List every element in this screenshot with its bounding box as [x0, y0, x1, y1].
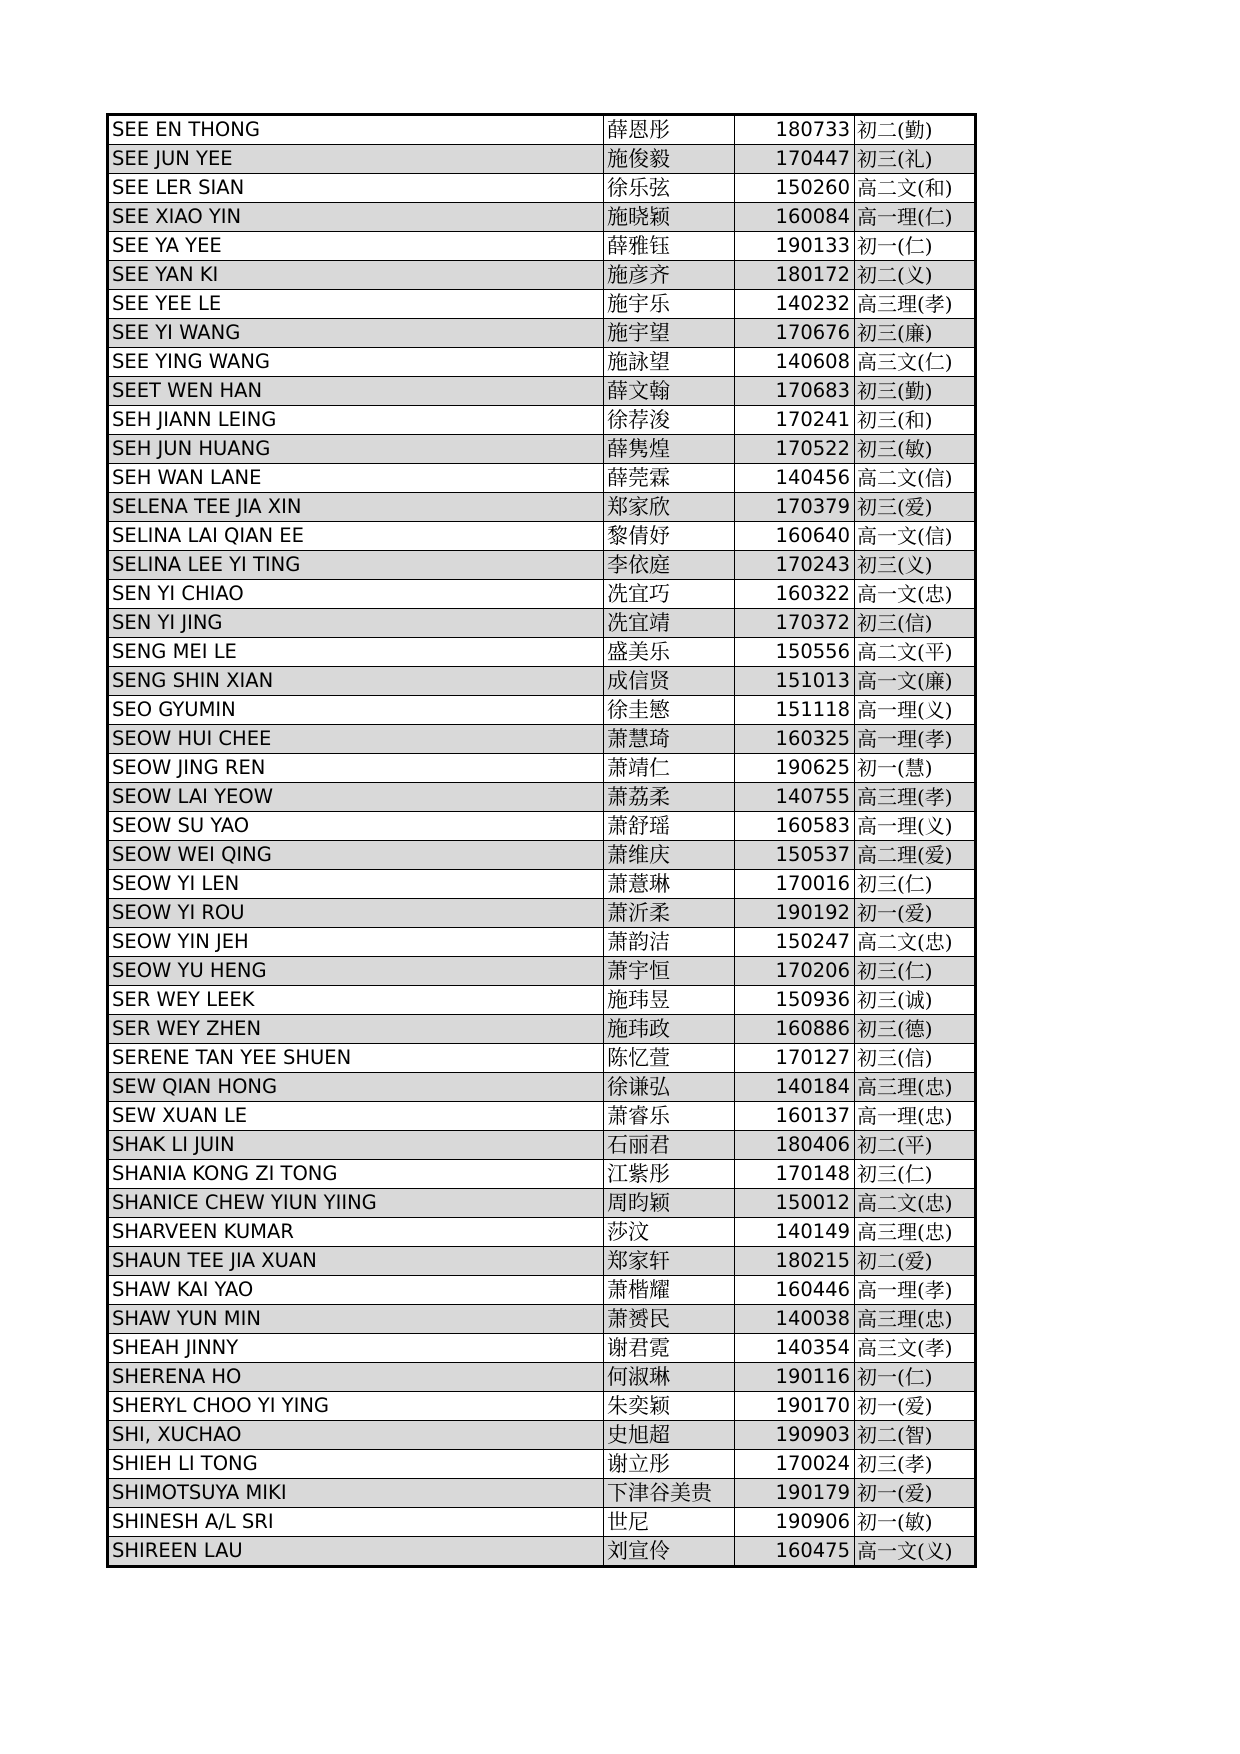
chinese-name-cell: 下津谷美贵 — [604, 1479, 735, 1508]
student-id-cell: 150012 — [735, 1189, 855, 1218]
class-cell: 初三(爱) — [855, 493, 976, 522]
english-name-cell: SEE EN THONG — [108, 115, 604, 145]
student-id-cell: 190170 — [735, 1392, 855, 1421]
table-row — [108, 174, 976, 203]
english-name-cell: SEOW LAI YEOW — [108, 783, 604, 812]
table-row — [108, 928, 976, 957]
class-cell: 初三(仁) — [855, 870, 976, 899]
table-row — [108, 1073, 976, 1102]
table-row — [108, 1305, 976, 1334]
student-id-cell: 170676 — [735, 319, 855, 348]
english-name-cell: SEE YA YEE — [108, 232, 604, 261]
english-name-cell: SEH JUN HUANG — [108, 435, 604, 464]
english-name-cell: SHERYL CHOO YI YING — [108, 1392, 604, 1421]
table-row — [108, 1189, 976, 1218]
chinese-name-cell: 朱奕颖 — [604, 1392, 735, 1421]
table-row — [108, 464, 976, 493]
english-name-cell: SHINESH A/L SRI — [108, 1508, 604, 1537]
english-name-cell: SEH JIANN LEING — [108, 406, 604, 435]
class-cell: 高一文(廉) — [855, 667, 976, 696]
chinese-name-cell: 薛隽煌 — [604, 435, 735, 464]
english-name-cell: SEOW HUI CHEE — [108, 725, 604, 754]
english-name-cell: SER WEY LEEK — [108, 986, 604, 1015]
english-name-cell: SEE YEE LE — [108, 290, 604, 319]
class-cell: 初一(慧) — [855, 754, 976, 783]
student-id-cell: 180172 — [735, 261, 855, 290]
table-row — [108, 377, 976, 406]
chinese-name-cell: 谢君霓 — [604, 1334, 735, 1363]
table-row — [108, 261, 976, 290]
chinese-name-cell: 郑家轩 — [604, 1247, 735, 1276]
english-name-cell: SEE YI WANG — [108, 319, 604, 348]
english-name-cell: SEW QIAN HONG — [108, 1073, 604, 1102]
chinese-name-cell: 谢立彤 — [604, 1450, 735, 1479]
class-cell: 初一(爱) — [855, 1392, 976, 1421]
class-cell: 高二文(信) — [855, 464, 976, 493]
student-roster-table — [106, 113, 977, 1568]
student-id-cell: 151013 — [735, 667, 855, 696]
class-cell: 高三理(忠) — [855, 1305, 976, 1334]
class-cell: 初二(勤) — [855, 115, 976, 145]
student-id-cell: 170447 — [735, 145, 855, 174]
english-name-cell: SEE XIAO YIN — [108, 203, 604, 232]
chinese-name-cell: 徐圭慜 — [604, 696, 735, 725]
student-id-cell: 170522 — [735, 435, 855, 464]
english-name-cell: SEH WAN LANE — [108, 464, 604, 493]
student-id-cell: 190116 — [735, 1363, 855, 1392]
table-row — [108, 667, 976, 696]
student-id-cell: 140038 — [735, 1305, 855, 1334]
chinese-name-cell: 世尼 — [604, 1508, 735, 1537]
class-cell: 高三文(仁) — [855, 348, 976, 377]
class-cell: 初二(爱) — [855, 1247, 976, 1276]
table-row — [108, 1044, 976, 1073]
english-name-cell: SHAW YUN MIN — [108, 1305, 604, 1334]
chinese-name-cell: 薛文翰 — [604, 377, 735, 406]
class-cell: 高一理(仁) — [855, 203, 976, 232]
chinese-name-cell: 萧维庆 — [604, 841, 735, 870]
student-id-cell: 190179 — [735, 1479, 855, 1508]
table-row — [108, 1421, 976, 1450]
student-id-cell: 190906 — [735, 1508, 855, 1537]
student-id-cell: 140184 — [735, 1073, 855, 1102]
chinese-name-cell: 薛莞霖 — [604, 464, 735, 493]
chinese-name-cell: 萧宇恒 — [604, 957, 735, 986]
class-cell: 高三文(孝) — [855, 1334, 976, 1363]
student-id-cell: 160886 — [735, 1015, 855, 1044]
english-name-cell: SEET WEN HAN — [108, 377, 604, 406]
english-name-cell: SHERENA HO — [108, 1363, 604, 1392]
chinese-name-cell: 萧楷耀 — [604, 1276, 735, 1305]
chinese-name-cell: 徐乐弦 — [604, 174, 735, 203]
english-name-cell: SHANICE CHEW YIUN YIING — [108, 1189, 604, 1218]
english-name-cell: SEOW WEI QING — [108, 841, 604, 870]
english-name-cell: SEW XUAN LE — [108, 1102, 604, 1131]
student-id-cell: 140149 — [735, 1218, 855, 1247]
class-cell: 初一(爱) — [855, 1479, 976, 1508]
class-cell: 高二文(平) — [855, 638, 976, 667]
chinese-name-cell: 史旭超 — [604, 1421, 735, 1450]
chinese-name-cell: 徐荐浚 — [604, 406, 735, 435]
student-id-cell: 170024 — [735, 1450, 855, 1479]
chinese-name-cell: 薛雅钰 — [604, 232, 735, 261]
student-id-cell: 140456 — [735, 464, 855, 493]
student-id-cell: 150247 — [735, 928, 855, 957]
table-row — [108, 232, 976, 261]
english-name-cell: SHANIA KONG ZI TONG — [108, 1160, 604, 1189]
student-id-cell: 150936 — [735, 986, 855, 1015]
chinese-name-cell: 莎汶 — [604, 1218, 735, 1247]
english-name-cell: SHAUN TEE JIA XUAN — [108, 1247, 604, 1276]
student-id-cell: 160322 — [735, 580, 855, 609]
english-name-cell: SHARVEEN KUMAR — [108, 1218, 604, 1247]
class-cell: 高一文(信) — [855, 522, 976, 551]
class-cell: 高二文(忠) — [855, 1189, 976, 1218]
student-id-cell: 140232 — [735, 290, 855, 319]
class-cell: 高三理(孝) — [855, 783, 976, 812]
table-row — [108, 1131, 976, 1160]
class-cell: 初三(诚) — [855, 986, 976, 1015]
class-cell: 高三理(孝) — [855, 290, 976, 319]
student-id-cell: 170127 — [735, 1044, 855, 1073]
class-cell: 初三(和) — [855, 406, 976, 435]
student-id-cell: 160475 — [735, 1537, 855, 1567]
class-cell: 高一理(忠) — [855, 1102, 976, 1131]
student-id-cell: 140755 — [735, 783, 855, 812]
english-name-cell: SEN YI CHIAO — [108, 580, 604, 609]
chinese-name-cell: 施晓颖 — [604, 203, 735, 232]
student-id-cell: 150537 — [735, 841, 855, 870]
class-cell: 初三(义) — [855, 551, 976, 580]
english-name-cell: SEN YI JING — [108, 609, 604, 638]
chinese-name-cell: 萧靖仁 — [604, 754, 735, 783]
class-cell: 高一理(孝) — [855, 1276, 976, 1305]
chinese-name-cell: 刘宣伶 — [604, 1537, 735, 1567]
english-name-cell: SHIMOTSUYA MIKI — [108, 1479, 604, 1508]
table-row — [108, 1363, 976, 1392]
english-name-cell: SHIREEN LAU — [108, 1537, 604, 1567]
student-id-cell: 160446 — [735, 1276, 855, 1305]
table-row — [108, 1508, 976, 1537]
table-row — [108, 638, 976, 667]
class-cell: 初一(爱) — [855, 899, 976, 928]
class-cell: 初三(德) — [855, 1015, 976, 1044]
class-cell: 初二(平) — [855, 1131, 976, 1160]
chinese-name-cell: 萧韵洁 — [604, 928, 735, 957]
english-name-cell: SEOW YI ROU — [108, 899, 604, 928]
english-name-cell: SENG MEI LE — [108, 638, 604, 667]
table-row — [108, 580, 976, 609]
chinese-name-cell: 萧睿乐 — [604, 1102, 735, 1131]
chinese-name-cell: 萧薏琳 — [604, 870, 735, 899]
table-row — [108, 986, 976, 1015]
table-row — [108, 145, 976, 174]
class-cell: 高一理(义) — [855, 696, 976, 725]
english-name-cell: SHAK LI JUIN — [108, 1131, 604, 1160]
english-name-cell: SEOW YIN JEH — [108, 928, 604, 957]
table-row — [108, 1479, 976, 1508]
student-id-cell: 140608 — [735, 348, 855, 377]
chinese-name-cell: 施玮政 — [604, 1015, 735, 1044]
table-row — [108, 870, 976, 899]
table-row — [108, 551, 976, 580]
chinese-name-cell: 周昀颖 — [604, 1189, 735, 1218]
chinese-name-cell: 萧沂柔 — [604, 899, 735, 928]
class-cell: 高一理(孝) — [855, 725, 976, 754]
english-name-cell: SEOW YU HENG — [108, 957, 604, 986]
table-row — [108, 1276, 976, 1305]
class-cell: 初二(义) — [855, 261, 976, 290]
english-name-cell: SEOW SU YAO — [108, 812, 604, 841]
table-row — [108, 493, 976, 522]
class-cell: 高二文(和) — [855, 174, 976, 203]
chinese-name-cell: 薛恩彤 — [604, 115, 735, 145]
student-id-cell: 180215 — [735, 1247, 855, 1276]
class-cell: 高一理(义) — [855, 812, 976, 841]
student-id-cell: 170206 — [735, 957, 855, 986]
chinese-name-cell: 李依庭 — [604, 551, 735, 580]
table-row — [108, 1450, 976, 1479]
student-id-cell: 160640 — [735, 522, 855, 551]
chinese-name-cell: 盛美乐 — [604, 638, 735, 667]
student-id-cell: 150260 — [735, 174, 855, 203]
table-row — [108, 1247, 976, 1276]
table-row — [108, 696, 976, 725]
class-cell: 高二理(爱) — [855, 841, 976, 870]
table-row — [108, 957, 976, 986]
english-name-cell: SELINA LEE YI TING — [108, 551, 604, 580]
english-name-cell: SHIEH LI TONG — [108, 1450, 604, 1479]
table-row — [108, 1015, 976, 1044]
chinese-name-cell: 陈忆萱 — [604, 1044, 735, 1073]
english-name-cell: SELINA LAI QIAN EE — [108, 522, 604, 551]
table-row — [108, 1160, 976, 1189]
class-cell: 初三(廉) — [855, 319, 976, 348]
student-id-cell: 170372 — [735, 609, 855, 638]
student-id-cell: 170379 — [735, 493, 855, 522]
chinese-name-cell: 施宇乐 — [604, 290, 735, 319]
english-name-cell: SEE YING WANG — [108, 348, 604, 377]
class-cell: 初三(仁) — [855, 1160, 976, 1189]
chinese-name-cell: 冼宜巧 — [604, 580, 735, 609]
table-row — [108, 290, 976, 319]
class-cell: 高一文(义) — [855, 1537, 976, 1567]
chinese-name-cell: 黎倩妤 — [604, 522, 735, 551]
class-cell: 初三(礼) — [855, 145, 976, 174]
chinese-name-cell: 萧慧琦 — [604, 725, 735, 754]
chinese-name-cell: 施宇望 — [604, 319, 735, 348]
table-row — [108, 406, 976, 435]
table-row — [108, 319, 976, 348]
chinese-name-cell: 萧荔柔 — [604, 783, 735, 812]
student-id-cell: 190625 — [735, 754, 855, 783]
class-cell: 初一(仁) — [855, 232, 976, 261]
english-name-cell: SEE JUN YEE — [108, 145, 604, 174]
table-row — [108, 203, 976, 232]
student-id-cell: 190903 — [735, 1421, 855, 1450]
table-row — [108, 899, 976, 928]
table-row — [108, 522, 976, 551]
chinese-name-cell: 萧赟民 — [604, 1305, 735, 1334]
student-id-cell: 140354 — [735, 1334, 855, 1363]
table-row — [108, 783, 976, 812]
chinese-name-cell: 施玮昱 — [604, 986, 735, 1015]
student-id-cell: 150556 — [735, 638, 855, 667]
chinese-name-cell: 成信贤 — [604, 667, 735, 696]
english-name-cell: SEO GYUMIN — [108, 696, 604, 725]
table-row — [108, 609, 976, 638]
english-name-cell: SHI, XUCHAO — [108, 1421, 604, 1450]
chinese-name-cell: 石丽君 — [604, 1131, 735, 1160]
table-row — [108, 1218, 976, 1247]
english-name-cell: SEE YAN KI — [108, 261, 604, 290]
student-id-cell: 170016 — [735, 870, 855, 899]
class-cell: 初一(仁) — [855, 1363, 976, 1392]
english-name-cell: SEE LER SIAN — [108, 174, 604, 203]
class-cell: 初三(敏) — [855, 435, 976, 464]
class-cell: 高一文(忠) — [855, 580, 976, 609]
student-id-cell: 170241 — [735, 406, 855, 435]
student-id-cell: 170683 — [735, 377, 855, 406]
english-name-cell: SER WEY ZHEN — [108, 1015, 604, 1044]
table-row — [108, 1334, 976, 1363]
student-id-cell: 190133 — [735, 232, 855, 261]
class-cell: 初三(仁) — [855, 957, 976, 986]
student-id-cell: 160084 — [735, 203, 855, 232]
class-cell: 初三(信) — [855, 1044, 976, 1073]
student-id-cell: 160325 — [735, 725, 855, 754]
chinese-name-cell: 徐谦弘 — [604, 1073, 735, 1102]
student-id-cell: 151118 — [735, 696, 855, 725]
table-row — [108, 754, 976, 783]
english-name-cell: SELENA TEE JIA XIN — [108, 493, 604, 522]
table-row — [108, 435, 976, 464]
english-name-cell: SENG SHIN XIAN — [108, 667, 604, 696]
chinese-name-cell: 冼宜靖 — [604, 609, 735, 638]
class-cell: 初三(勤) — [855, 377, 976, 406]
table-row — [108, 348, 976, 377]
student-id-cell: 180733 — [735, 115, 855, 145]
class-cell: 初一(敏) — [855, 1508, 976, 1537]
table-row — [108, 812, 976, 841]
student-id-cell: 160583 — [735, 812, 855, 841]
chinese-name-cell: 施俊毅 — [604, 145, 735, 174]
table-row — [108, 1537, 976, 1567]
chinese-name-cell: 施彦齐 — [604, 261, 735, 290]
english-name-cell: SEOW JING REN — [108, 754, 604, 783]
class-cell: 高二文(忠) — [855, 928, 976, 957]
roster-body — [108, 115, 976, 1567]
chinese-name-cell: 郑家欣 — [604, 493, 735, 522]
class-cell: 高三理(忠) — [855, 1218, 976, 1247]
table-row — [108, 841, 976, 870]
class-cell: 初二(智) — [855, 1421, 976, 1450]
student-id-cell: 170243 — [735, 551, 855, 580]
class-cell: 高三理(忠) — [855, 1073, 976, 1102]
student-id-cell: 190192 — [735, 899, 855, 928]
english-name-cell: SERENE TAN YEE SHUEN — [108, 1044, 604, 1073]
table-row — [108, 115, 976, 145]
chinese-name-cell: 江紫彤 — [604, 1160, 735, 1189]
student-id-cell: 160137 — [735, 1102, 855, 1131]
english-name-cell: SHEAH JINNY — [108, 1334, 604, 1363]
chinese-name-cell: 施詠望 — [604, 348, 735, 377]
chinese-name-cell: 萧舒瑶 — [604, 812, 735, 841]
english-name-cell: SHAW KAI YAO — [108, 1276, 604, 1305]
table-row — [108, 1102, 976, 1131]
student-id-cell: 170148 — [735, 1160, 855, 1189]
table-row — [108, 1392, 976, 1421]
chinese-name-cell: 何淑琳 — [604, 1363, 735, 1392]
class-cell: 初三(孝) — [855, 1450, 976, 1479]
class-cell: 初三(信) — [855, 609, 976, 638]
english-name-cell: SEOW YI LEN — [108, 870, 604, 899]
student-id-cell: 180406 — [735, 1131, 855, 1160]
table-row — [108, 725, 976, 754]
